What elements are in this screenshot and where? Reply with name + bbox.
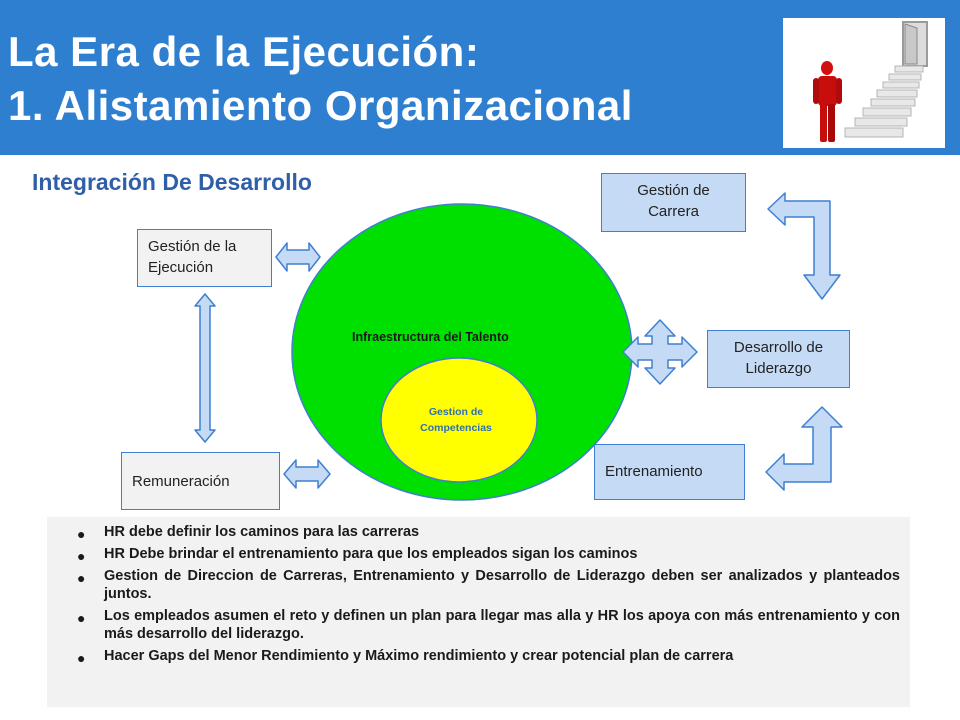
section-subtitle: Integración De Desarrollo (32, 169, 312, 195)
bullet-dot-icon: ● (77, 570, 86, 586)
box-entrenamiento: Entrenamiento (594, 444, 745, 500)
bullet-item (77, 545, 900, 564)
box-gestion-carrera: Gestión de Carrera (601, 173, 746, 232)
box-gestion-ejecucion: Gestión de la Ejecución (137, 229, 272, 287)
arrow-four-way-icon (623, 320, 697, 384)
arrow-remuneracion-icon (284, 460, 330, 488)
arrow-liderazgo-entrenamiento-icon (766, 407, 842, 490)
page-title-line2: 1. Alistamiento Organizacional (8, 82, 633, 129)
page-title-line1: La Era de la Ejecución: (8, 28, 480, 75)
bullet-text: HR debe definir los caminos para las carreras (104, 524, 420, 540)
bullet-text: HR Debe brindar el entrenamiento para que los empleados sigan los caminos (104, 546, 638, 562)
bullet-text: Hacer Gaps del Menor Rendimiento y Máximo rendimiento y crear potencial plan de carrera (104, 648, 734, 664)
bullet-item (77, 523, 900, 542)
bullet-text: Gestion de Direccion de Carreras, Entrenamiento y Desarrollo de Liderazgo deben ser analizados y planteados juntos. (104, 568, 900, 602)
bullet-text: Los empleados asumen el reto y definen un plan para llegar mas alla y HR los apoya con más entrenamiento y con más desarrollo del liderazgo. (104, 608, 900, 642)
arrow-carrera-liderazgo-icon (768, 193, 840, 299)
bullet-item (77, 647, 900, 666)
bullet-dot-icon: ● (77, 526, 86, 542)
box-desarrollo-liderazgo: Desarrollo de Liderazgo (707, 330, 850, 388)
bullet-list-panel (47, 517, 910, 707)
competencies-label: Gestion de Competencias (420, 406, 492, 434)
bullet-item (77, 607, 900, 643)
bullet-item (77, 567, 900, 603)
arrow-ejecucion-icon (276, 243, 320, 271)
box-remuneracion: Remuneración (121, 452, 280, 510)
arrow-vertical-icon (195, 294, 215, 442)
bullet-dot-icon: ● (77, 650, 86, 666)
bullet-dot-icon: ● (77, 610, 86, 626)
bullet-dot-icon: ● (77, 548, 86, 564)
talent-infrastructure-label: Infraestructura del Talento (352, 330, 509, 344)
